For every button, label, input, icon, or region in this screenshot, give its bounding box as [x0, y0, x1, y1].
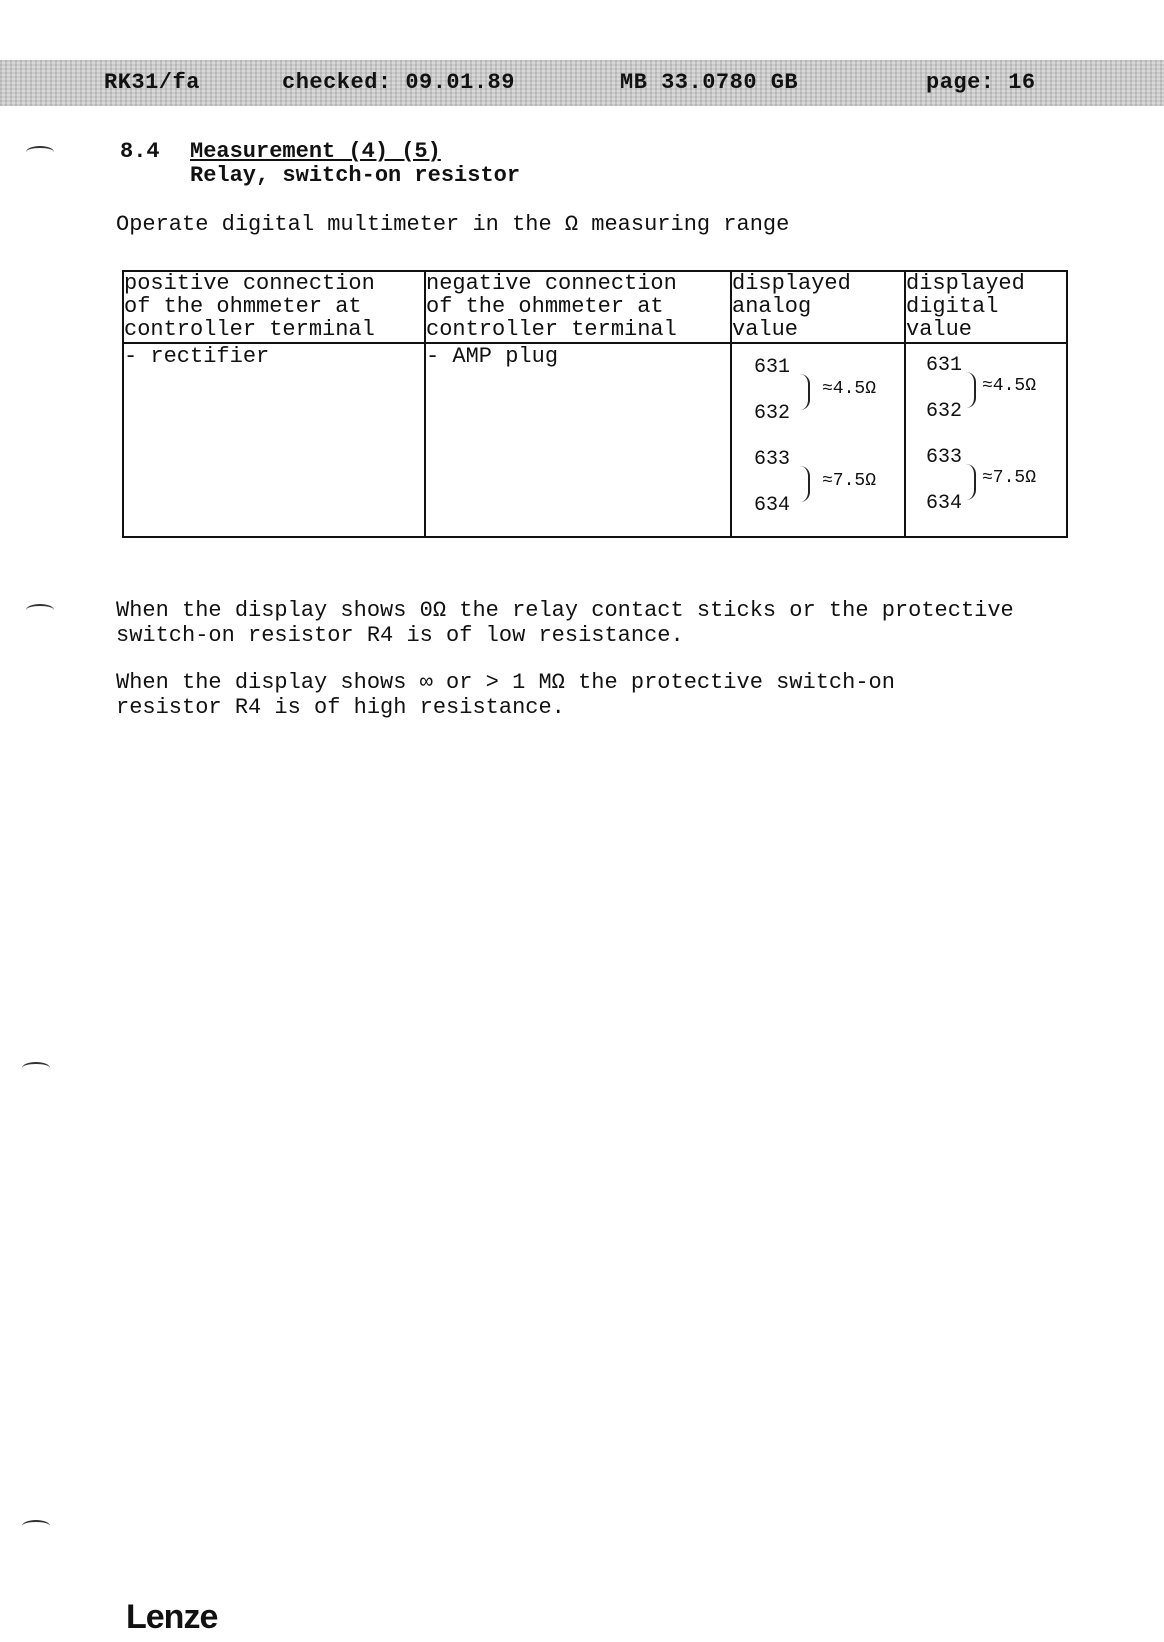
- digital-group: [906, 444, 1066, 534]
- terminal-label: 631: [754, 356, 791, 379]
- lenze-logo: Lenze: [126, 1598, 218, 1636]
- note-low-resistance: When the display shows 0Ω the relay contact sticks or the protective switch-on resistor R4 is of low resistance.: [116, 598, 1014, 648]
- section-number: 8.4: [120, 139, 160, 164]
- header-doc-number: MB 33.0780 GB: [620, 70, 799, 95]
- section-subtitle: Relay, switch-on resistor: [190, 163, 521, 188]
- header-page-number: page: 16: [926, 70, 1036, 95]
- resistance-value: ≈4.5Ω: [982, 376, 1037, 396]
- analog-group: [732, 444, 904, 534]
- header-negative-connection: negative connection of the ohmmeter at controller terminal: [425, 271, 731, 343]
- analog-group: [732, 352, 904, 442]
- cell-negative: - AMP plug: [425, 343, 731, 537]
- resistance-value: ≈7.5Ω: [982, 468, 1037, 488]
- terminal-label: 634: [926, 492, 963, 515]
- cell-analog-values: [731, 343, 905, 537]
- table-row: [123, 343, 1067, 537]
- margin-mark: [22, 1062, 50, 1074]
- margin-mark: [26, 146, 54, 158]
- terminal-label: 633: [926, 446, 963, 469]
- header-author: RK31/fa: [104, 70, 200, 95]
- cell-digital-values: [905, 343, 1067, 537]
- terminal-label: 632: [754, 402, 791, 425]
- margin-mark: [26, 604, 54, 616]
- resistance-value: ≈4.5Ω: [822, 379, 877, 399]
- terminal-label: 633: [754, 448, 791, 471]
- terminal-label: 632: [926, 400, 963, 423]
- intro-text: Operate digital multimeter in the Ω measuring range: [116, 212, 790, 237]
- header-digital-value: displayed digital value: [905, 271, 1067, 343]
- brace-icon: [966, 464, 976, 500]
- margin-mark: [22, 1520, 50, 1532]
- brace-icon: [800, 466, 810, 502]
- header-positive-connection: positive connection of the ohmmeter at controller terminal: [123, 271, 425, 343]
- brace-icon: [966, 372, 976, 408]
- header-analog-value: displayed analog value: [731, 271, 905, 343]
- digital-group: [906, 352, 1066, 442]
- header-checked-date: checked: 09.01.89: [282, 70, 515, 95]
- section-title: Measurement (4) (5): [190, 139, 441, 164]
- terminal-label: 631: [926, 354, 963, 377]
- terminal-label: 634: [754, 494, 791, 517]
- note-high-resistance: When the display shows ∞ or > 1 MΩ the protective switch-on resistor R4 is of high resistance.: [116, 670, 895, 720]
- resistance-value: ≈7.5Ω: [822, 471, 877, 491]
- cell-positive: - rectifier: [123, 343, 425, 537]
- brace-icon: [800, 374, 810, 410]
- table-header-row: [123, 271, 1067, 343]
- measurement-table: [122, 270, 1068, 538]
